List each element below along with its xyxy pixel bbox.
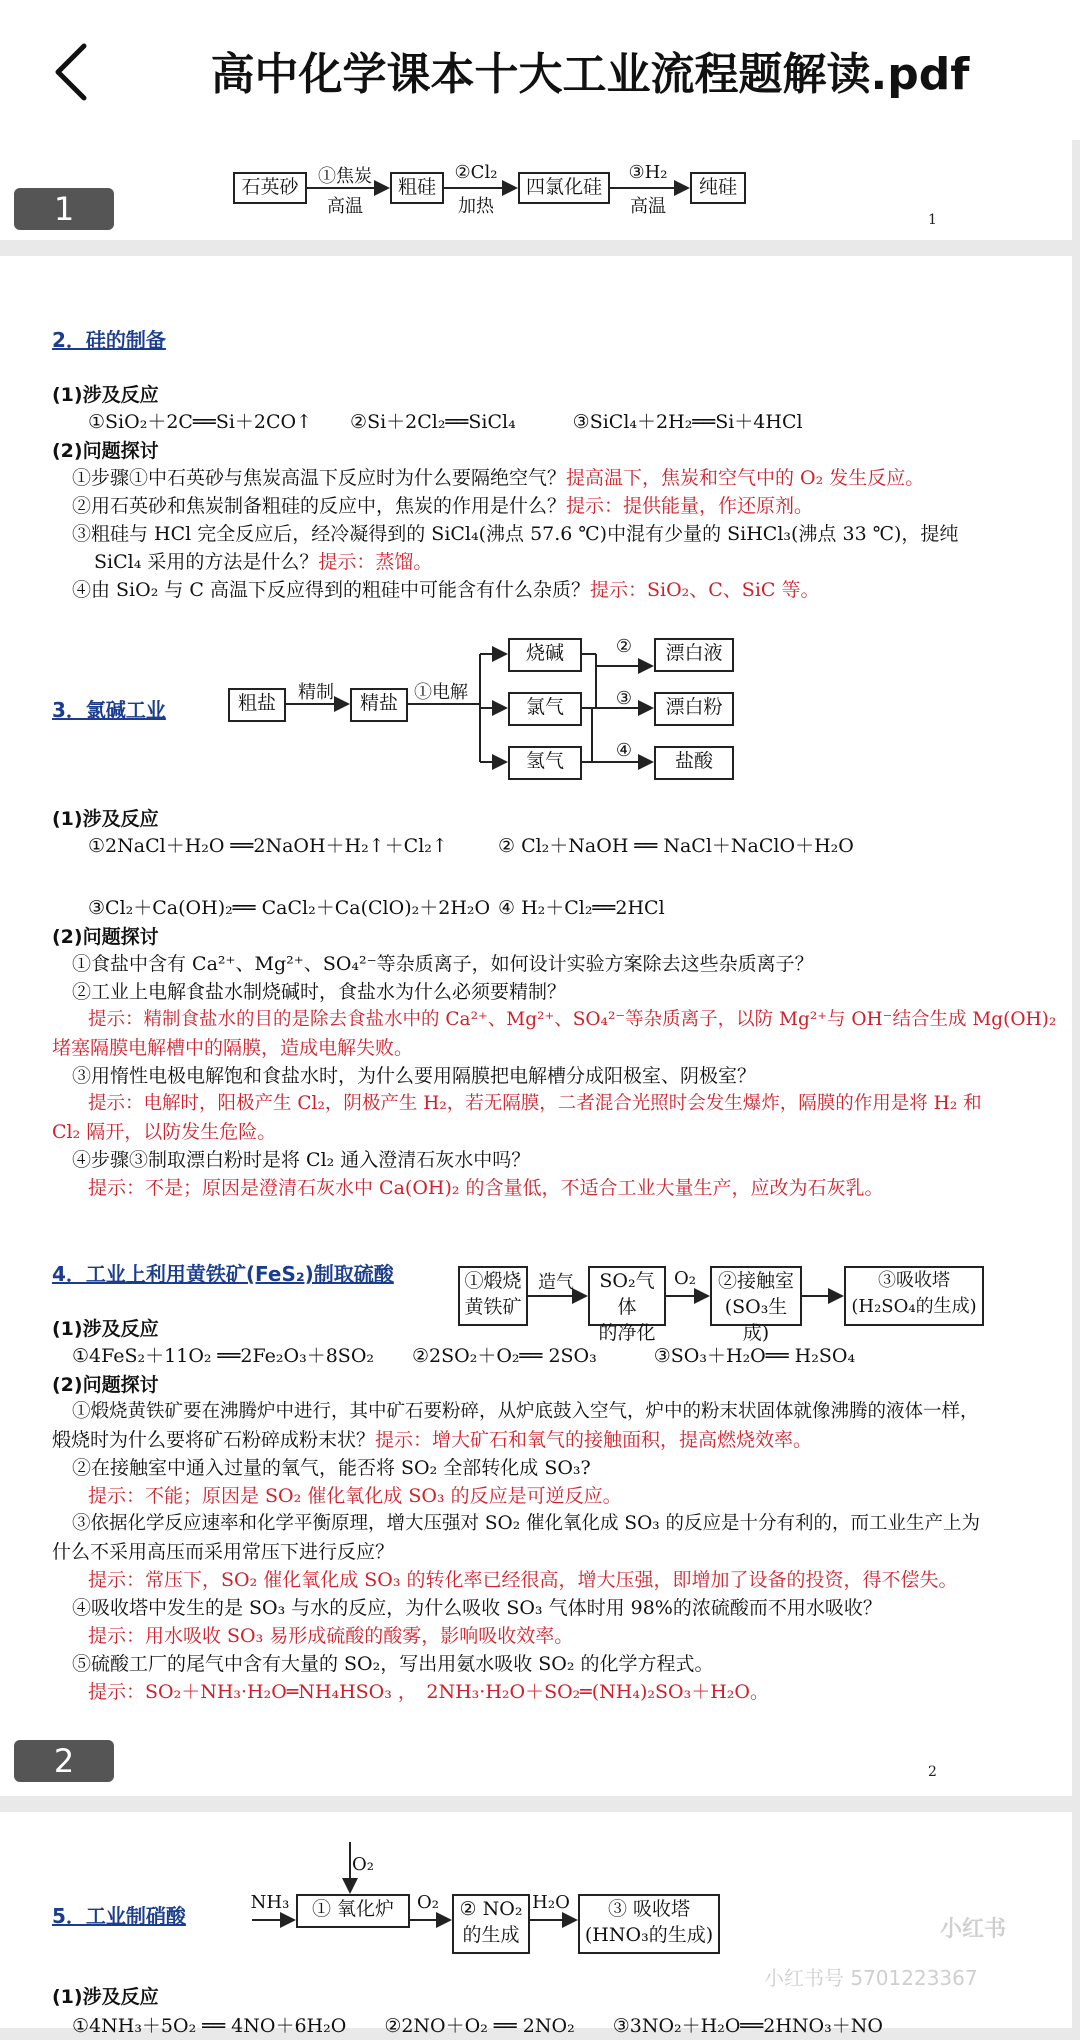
flow-label: ②	[615, 636, 633, 657]
reaction-equations: ①4FeS₂＋11O₂ ══2Fe₂O₃＋8SO₂ ②2SO₂＋O₂══ 2SO₃ ③SO₃＋H₂O══ H₂SO₄	[72, 1345, 856, 1367]
section-heading: 2．硅的制备	[52, 328, 166, 352]
flow-label: 高温	[630, 196, 666, 217]
question: ④吸收塔中发生的是 SO₃ 与水的反应，为什么吸收 SO₃ 气体时用 98%的浓硫酸而不用水吸收？	[72, 1597, 882, 1619]
question: ②在接触室中通入过量的氧气，能否将 SO₂ 全部转化成 SO₃?	[72, 1457, 591, 1479]
flow-box: 粗盐	[228, 688, 286, 722]
answer: 提示：精制食盐水的目的是除去食盐水中的 Ca²⁺、Mg²⁺、SO₄²⁻等杂质离子，以防 Mg²⁺与 OH⁻结合生成 Mg(OH)₂	[88, 1009, 1057, 1030]
question: ③粗硅与 HCl 完全反应后，经冷凝得到的 SiCl₄(沸点 57.6 ℃)中混有少量的 SiHCl₃(沸点 33 ℃)，提纯	[72, 523, 959, 545]
flow-label: O₂	[417, 1892, 439, 1913]
flow-box: 石英砂	[233, 172, 307, 204]
reaction-equation: ④ H₂＋Cl₂══2HCl	[498, 897, 665, 919]
pdf-page-3	[0, 1812, 1072, 2037]
question: ③依据化学反应速率和化学平衡原理，增大压强对 SO₂ 催化氧化成 SO₃ 的反应是十分有利的，而工业生产上为	[72, 1513, 981, 1534]
page-number: 1	[928, 212, 937, 228]
subsection-title: (2)问题探讨	[52, 440, 159, 462]
question: ③用惰性电极电解饱和食盐水时，为什么要用隔膜把电解槽分成阳极室、阴极室？	[72, 1065, 757, 1087]
pdf-page-2	[0, 256, 1072, 1796]
answer: 提示：蒸馏。	[318, 551, 433, 573]
subsection-title: (1)涉及反应	[52, 384, 159, 406]
subsection-title: (1)涉及反应	[52, 808, 159, 830]
question: ④由 SiO₂ 与 C 高温下反应得到的粗硅中可能含有什么杂质？提示：SiO₂、C、SiC 等。	[72, 579, 820, 601]
page-badge: 2	[14, 1740, 114, 1782]
answer: 提示：SiO₂、C、SiC 等。	[589, 579, 820, 601]
flow-label: ②Cl₂	[454, 162, 498, 183]
flow-label: 加热	[458, 196, 494, 217]
question: SiCl₄ 采用的方法是什么？提示：蒸馏。	[94, 551, 433, 573]
page-badge: 1	[14, 188, 114, 230]
flow-label: 高温	[327, 196, 363, 217]
flow-box: 漂白液	[654, 638, 734, 672]
flow-label: NH₃	[250, 1892, 290, 1913]
question: ④步骤③制取漂白粉时是将 Cl₂ 通入澄清石灰水中吗？	[72, 1149, 531, 1171]
flow-label: 精制	[298, 682, 334, 703]
reaction-equation: ③Cl₂＋Ca(OH)₂══ CaCl₂＋Ca(ClO)₂＋2H₂O	[88, 897, 491, 919]
flow-box: 氯气	[508, 692, 582, 726]
answer: 提示：电解时，阳极产生 Cl₂，阴极产生 H₂，若无隔膜，二者混合光照时会发生爆炸，隔膜的作用是将 H₂ 和	[88, 1093, 982, 1114]
flow-box: 纯硅	[690, 172, 746, 204]
answer: 提示：增大矿石和氧气的接触面积，提高燃烧效率。	[375, 1429, 813, 1451]
section-heading: 5．工业制硝酸	[52, 1904, 186, 1928]
flow-box: ②接触室 (SO₃生成)	[710, 1266, 802, 1326]
answer: 提示：提供能量，作还原剂。	[566, 495, 814, 517]
section-heading: 3．氯碱工业	[52, 698, 166, 722]
subsection-title: (2)问题探讨	[52, 926, 159, 948]
flow-label: H₂O	[532, 1892, 570, 1913]
flow-box: ③ 吸收塔 (HNO₃的生成)	[578, 1894, 720, 1954]
question: ①步骤①中石英砂与焦炭高温下反应时为什么要隔绝空气？提高温下，焦炭和空气中的 O₂ 发生反应。	[72, 467, 925, 489]
flow-box: 粗硅	[390, 172, 444, 204]
back-arrow-icon[interactable]	[48, 40, 96, 104]
flow-box: ② NO₂ 的生成	[452, 1894, 530, 1954]
answer: 提高温下，焦炭和空气中的 O₂ 发生反应。	[566, 467, 925, 489]
reaction-equation: ② Cl₂＋NaOH ══ NaCl＋NaClO＋H₂O	[498, 835, 854, 857]
question: ②工业上电解食盐水制烧碱时，食盐水为什么必须要精制？	[72, 981, 567, 1003]
answer: 提示：常压下，SO₂ 催化氧化成 SO₃ 的转化率已经很高，增大压强，即增加了设备的投资，得不偿失。	[88, 1569, 958, 1591]
question: ⑤硫酸工厂的尾气中含有大量的 SO₂，写出用氨水吸收 SO₂ 的化学方程式。	[72, 1653, 714, 1675]
pdf-page-1	[0, 140, 1072, 240]
watermark-id: 小红书号 5701223367	[764, 1966, 978, 1990]
flow-label: ③H₂	[628, 162, 668, 183]
flow-box: ③吸收塔 (H₂SO₄的生成)	[844, 1266, 984, 1326]
reaction-equations: ①4NH₃＋5O₂ ══ 4NO＋6H₂O ②2NO＋O₂ ══ 2NO₂ ③3NO₂＋H₂O══2HNO₃＋NO	[72, 2015, 883, 2037]
flow-box: 四氯化硅	[518, 172, 610, 204]
answer: 提示：不能；原因是 SO₂ 催化氧化成 SO₃ 的反应是可逆反应。	[88, 1485, 622, 1507]
flow-box: 氢气	[508, 746, 582, 780]
flow-box: 漂白粉	[654, 692, 734, 726]
question: 什么不采用高压而采用常压下进行反应？	[52, 1541, 395, 1563]
flow-label: 造气	[538, 1272, 574, 1293]
answer: 提示：SO₂＋NH₃·H₂O═NH₄HSO₃ ， 2NH₃·H₂O＋SO₂═(NH₄)₂SO₃＋H₂O。	[88, 1681, 769, 1703]
flow-label: ③	[615, 688, 633, 709]
reaction-equations: ①SiO₂＋2C══Si＋2CO↑ ②Si＋2Cl₂══SiCl₄ ③SiCl₄＋2H₂══Si＋4HCl	[88, 411, 803, 433]
answer: 提示：不是；原因是澄清石灰水中 Ca(OH)₂ 的含量低，不适合工业大量生产，应改为石灰乳。	[88, 1177, 884, 1199]
flow-box: 精盐	[350, 688, 408, 722]
flow-label: ④	[615, 740, 633, 761]
flow-box: ① 氧化炉	[296, 1894, 410, 1928]
subsection-title: (2)问题探讨	[52, 1374, 159, 1396]
question: ①食盐中含有 Ca²⁺、Mg²⁺、SO₄²⁻等杂质离子，如何设计实验方案除去这些杂质离子？	[72, 953, 814, 975]
answer: Cl₂ 隔开，以防发生危险。	[52, 1121, 277, 1143]
flow-box: 烧碱	[508, 638, 582, 672]
document-title: 高中化学课本十大工业流程题解读.pdf	[210, 49, 970, 100]
subsection-title: (1)涉及反应	[52, 1318, 159, 1340]
answer: 提示：用水吸收 SO₃ 易形成硫酸的酸雾，影响吸收效率。	[88, 1625, 574, 1647]
watermark-logo: 小红书	[940, 1917, 1007, 1942]
flow-label: O₂	[674, 1268, 696, 1289]
flow-label: ①电解	[414, 682, 468, 703]
flow-box: SO₂气体 的净化	[588, 1266, 666, 1326]
page-number: 2	[928, 1764, 937, 1780]
flow-box: 盐酸	[654, 746, 734, 780]
section-heading: 4．工业上利用黄铁矿(FeS₂)制取硫酸	[52, 1262, 394, 1286]
reaction-equation: ①2NaCl＋H₂O ══2NaOH＋H₂↑＋Cl₂↑	[88, 835, 448, 857]
flow-box: ①煅烧 黄铁矿	[458, 1266, 528, 1326]
flow-label: ①焦炭	[318, 166, 372, 187]
flow-label: O₂	[352, 1854, 374, 1875]
question: ①煅烧黄铁矿要在沸腾炉中进行，其中矿石要粉碎，从炉底鼓入空气，炉中的粉末状固体就像沸腾的液体一样，	[72, 1401, 979, 1422]
answer: 堵塞隔膜电解槽中的隔膜，造成电解失败。	[52, 1037, 414, 1059]
question: 煅烧时为什么要将矿石粉碎成粉末状？提示：增大矿石和氧气的接触面积，提高燃烧效率。	[52, 1429, 813, 1451]
top-bar	[0, 0, 1080, 140]
question: ②用石英砂和焦炭制备粗硅的反应中，焦炭的作用是什么？提示：提供能量，作还原剂。	[72, 495, 814, 517]
flow-arrows	[0, 140, 1072, 240]
subsection-title: (1)涉及反应	[52, 1986, 159, 2008]
